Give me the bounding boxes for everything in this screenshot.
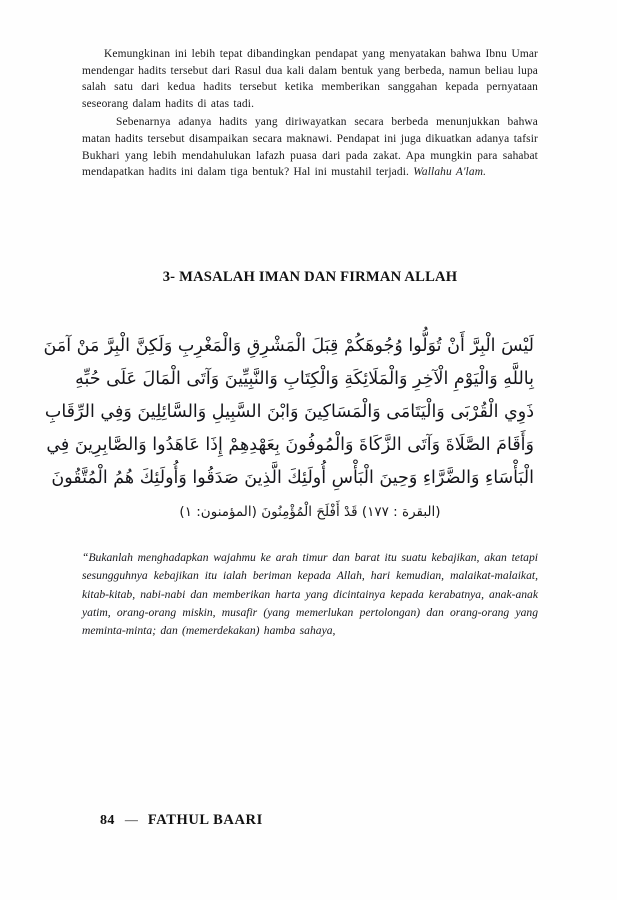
paragraph-2-tail: Wallahu A'lam. (409, 166, 487, 179)
quran-reference: (البقرة : ١٧٧) قَدْ أَفْلَحَ الْمُؤْمِنُونَ (المؤمنون: ١) (179, 503, 441, 520)
paragraph-1: Kemungkinan ini lebih tepat dibandingkan pendapat yang menyatakan bahwa Ibnu Umar mendengar hadits tersebut dari Rasul dua kali dalam bentuk yang berbeda, namun beliau lupa salah satu dari kedua hadits tersebut ketika memberikan sanggahan kepada pernyataan seseorang dalam hadits di atas tadi. (82, 48, 538, 110)
quran-line-3: ذَوِي الْقُرْبَى وَالْيَتَامَى وَالْمَسَاكِينَ وَابْنَ السَّبِيلِ وَالسَّائِلِينَ وَفِي الرِّقَابِ (44, 401, 534, 422)
section-heading: 3- MASALAH IMAN DAN FIRMAN ALLAH (162, 268, 458, 285)
quran-line-5: الْبَأْسَاءِ وَالضَّرَّاءِ وَحِينَ الْبَأْسِ أُولَئِكَ الَّذِينَ صَدَقُوا وَأُولَئِكَ هُمُ الْمُتَّقُونَ (51, 467, 534, 488)
quran-line-1: لَيْسَ الْبِرَّ أَنْ تُوَلُّوا وُجُوهَكُمْ قِبَلَ الْمَشْرِقِ وَالْمَغْرِبِ وَلَكِنَّ الْبِرَّ مَنْ آمَنَ (43, 335, 534, 356)
quran-line-2: بِاللَّهِ وَالْيَوْمِ الْآخِرِ وَالْمَلَائِكَةِ وَالْكِتَابِ وَالنَّبِيِّينَ وَآتَى الْمَالَ عَلَى حُبِّهِ (75, 368, 534, 389)
footer-dash: — (124, 812, 138, 827)
quran-verse-block (43, 330, 538, 495)
book-title: FATHUL BAARI (147, 812, 263, 828)
page-content (43, 46, 538, 652)
paragraph-2-text: Sebenarnya adanya hadits yang diriwayatkan secara berbeda menunjukkan bahwa matan hadits tersebut disampaikan secara maknawi. Pendapat ini juga dikuatkan adanya tafsir Bukhari yang lebih mendahulukan lafazh puasa dari pada zakat. Apa mungkin para sahabat mendapatkan hadits ini dalam tiga bentuk? Hal ini mustahil terjadi. (82, 116, 538, 179)
verse-translation: “Bukanlah menghadapkan wajahmu ke arah timur dan barat itu suatu kebajikan, akan tetapi sesungguhnya kebajikan itu ialah beriman kepada Allah, hari kemudian, malaikat-malaikat, kitab-kitab, nabi-nabi dan memberikan harta yang dicintainya kepada kerabatnya, anak-anak yatim, orang-orang miskin, musafir (yang memerlukan pertolongan) dan orang-orang yang meminta-minta; dan (memerdekakan) hamba sahaya, (82, 550, 538, 638)
page-number: 84 (100, 813, 115, 828)
paragraph-2 (82, 114, 538, 180)
quran-line-4: وَأَقَامَ الصَّلَاةَ وَآتَى الزَّكَاةَ وَالْمُوفُونَ بِعَهْدِهِمْ إِذَا عَاهَدُوا وَالصَّابِرِينَ فِي (46, 434, 534, 455)
page-footer (100, 812, 263, 829)
